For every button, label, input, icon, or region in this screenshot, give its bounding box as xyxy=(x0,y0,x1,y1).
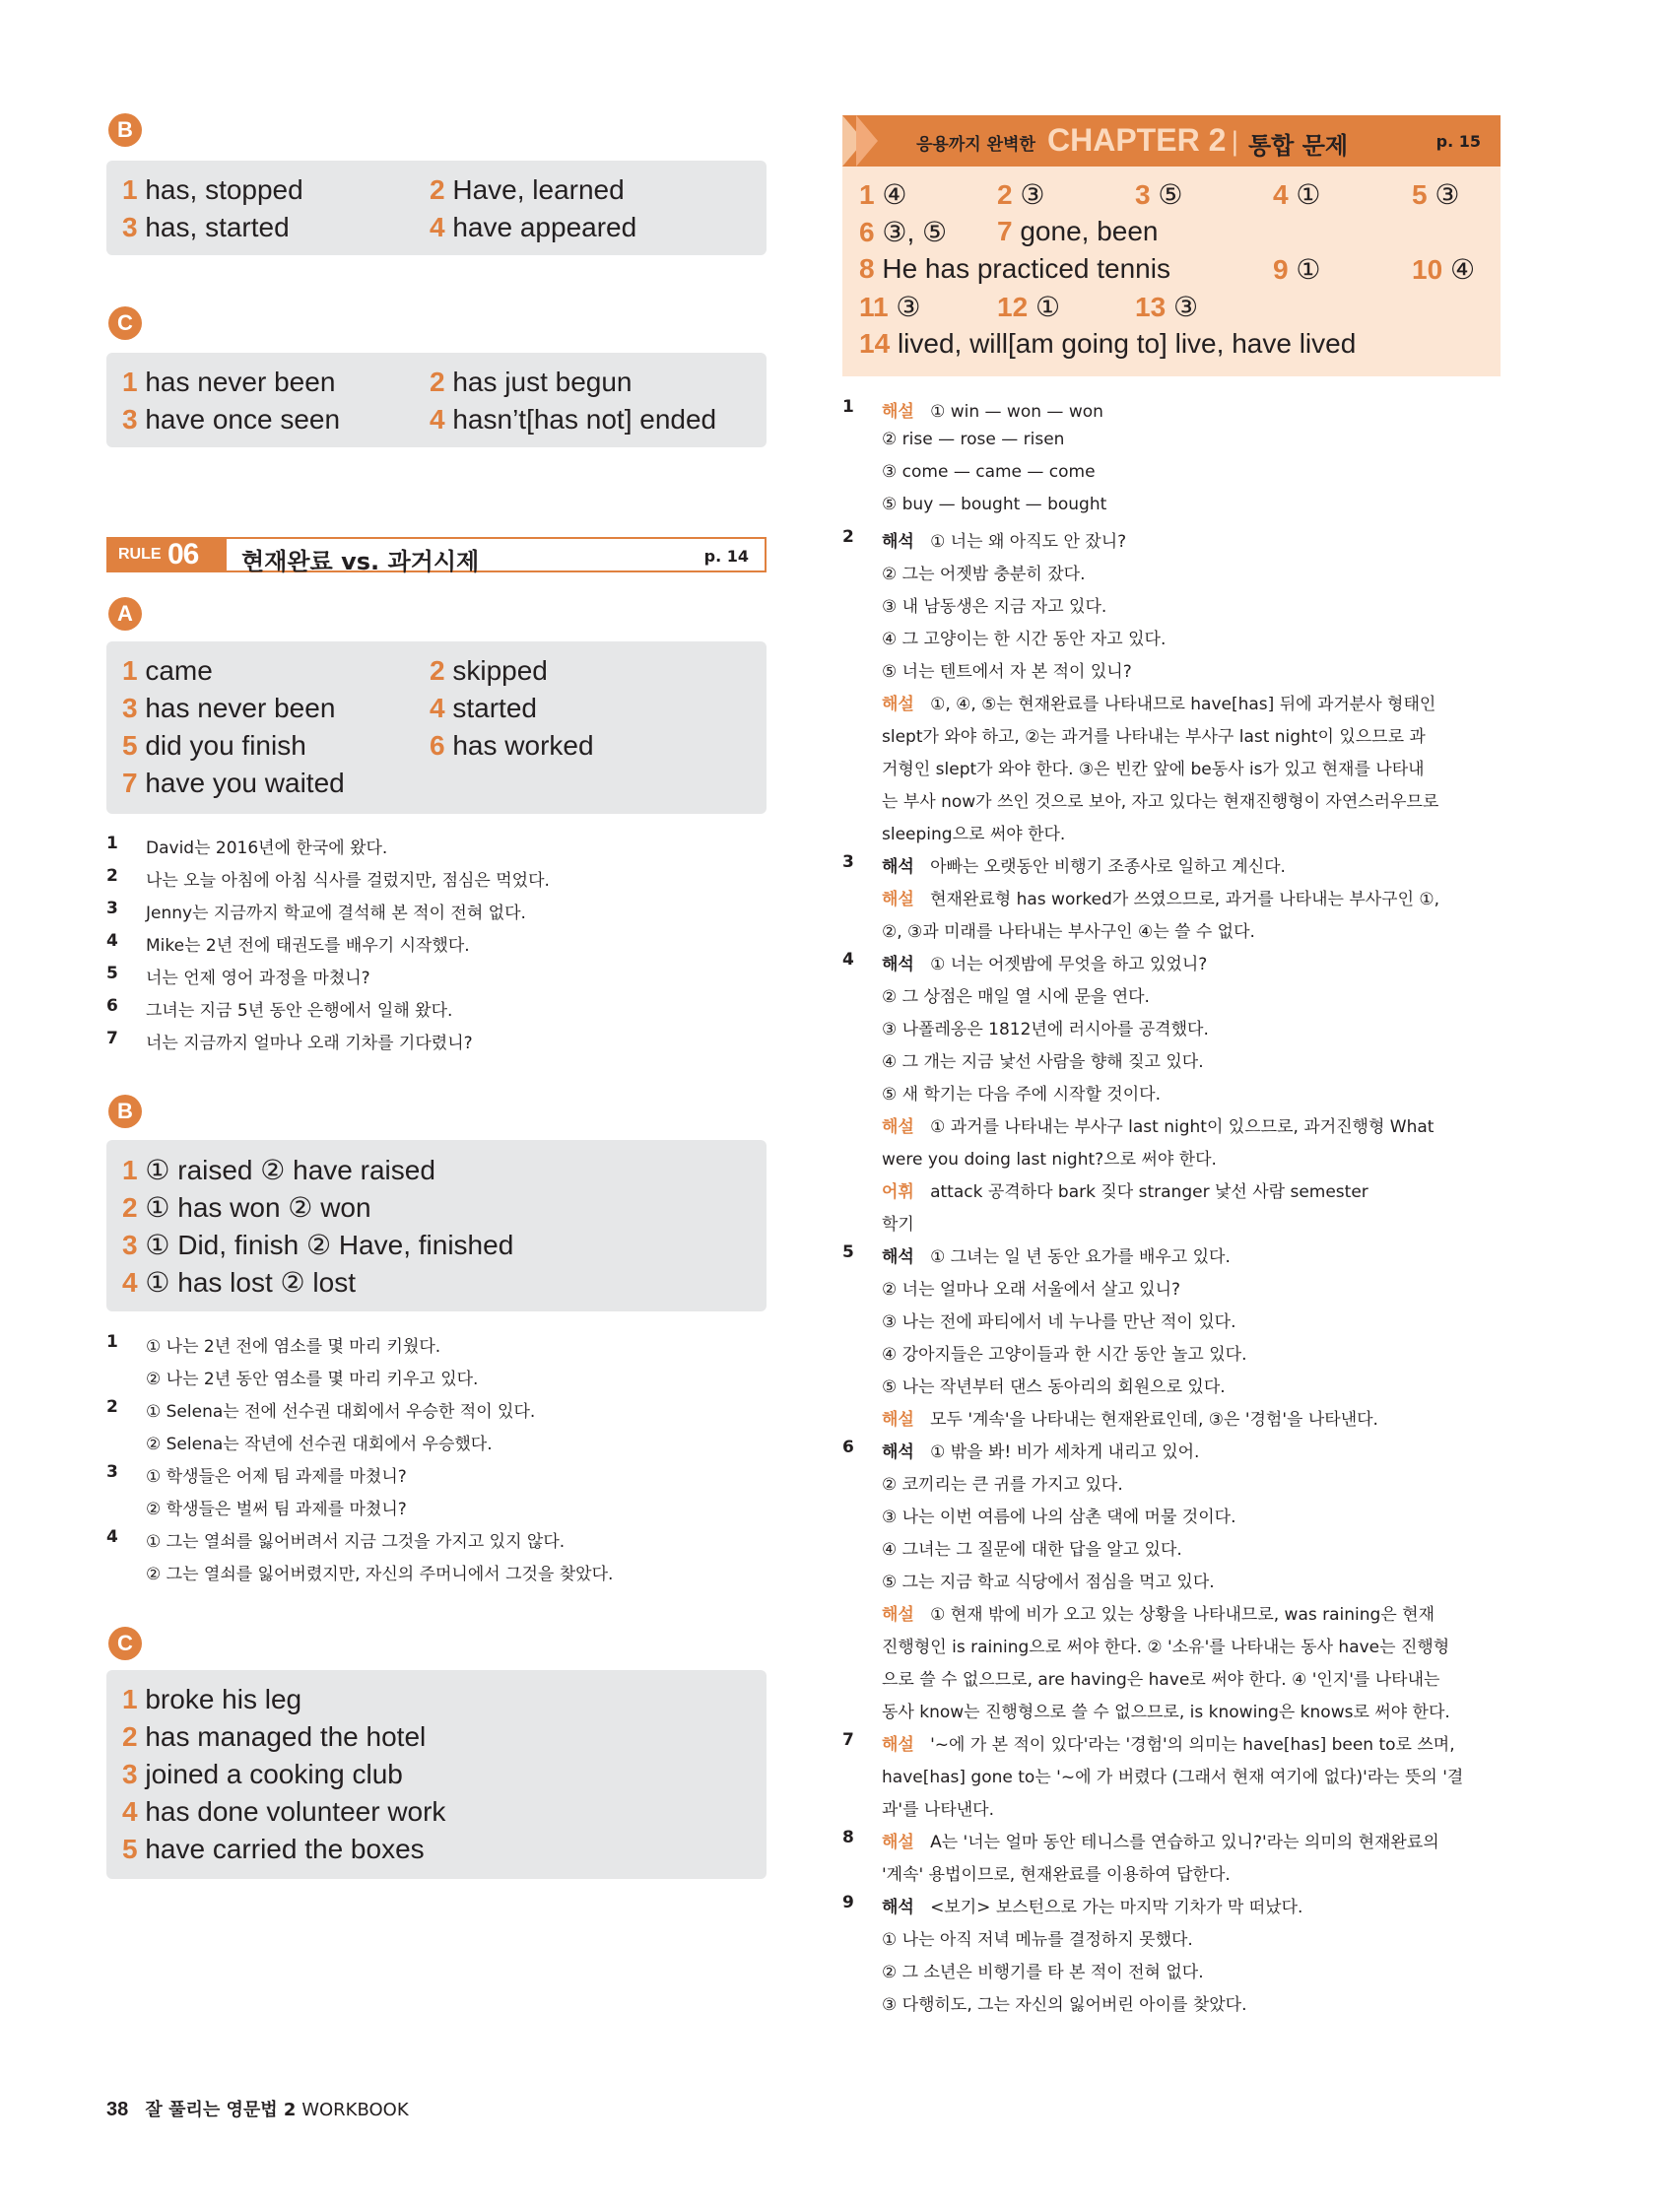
explanation-body xyxy=(882,1633,1449,1657)
explanation-body xyxy=(882,1698,1450,1722)
chapter-page: p. 15 xyxy=(1435,132,1481,151)
explanation-body xyxy=(882,1568,1215,1592)
explanation-body xyxy=(882,1080,1161,1105)
answer-item: 3 ① Did, finish ② Have, finished xyxy=(122,1230,514,1260)
question-number: 5 xyxy=(842,1242,854,1262)
answer-item: 3 have once seen xyxy=(122,404,341,435)
explanation-body xyxy=(882,1828,1439,1852)
chapter-kicker: 응용까지 완벽한 xyxy=(916,135,1035,155)
explanation-label: 해석 xyxy=(882,1247,914,1267)
chevron-icon xyxy=(856,115,878,167)
explanation-body xyxy=(882,1015,1209,1039)
explanation-body xyxy=(882,625,1166,649)
explanation-body xyxy=(882,982,1150,1007)
explanation-text: ③ 나폴레옹은 1812년에 러시아를 공격했다. xyxy=(882,1020,1209,1039)
explanation-text: ④ 그녀는 그 질문에 대한 답을 알고 있다. xyxy=(882,1540,1182,1560)
explanation-label: 해설 xyxy=(882,695,914,714)
explanation-body xyxy=(882,560,1085,584)
explanation-body xyxy=(882,1535,1182,1560)
explanation-text: A는 '너는 얼마 동안 테니스를 연습하고 있니?'라는 의미의 현재완료의 xyxy=(930,1833,1439,1852)
answer-item: 14 lived, will[am going to] live, have lived xyxy=(859,328,1357,359)
explanation-text: ③ come — came — come xyxy=(882,462,1096,482)
explanation-text: sleeping으로 써야 한다. xyxy=(882,825,1066,844)
section-b-answers xyxy=(106,161,767,255)
rule-page: p. 14 xyxy=(703,547,749,566)
answer-item: 1 ④ xyxy=(859,179,907,210)
explanation-text: ⑤ buy — bought — bought xyxy=(882,495,1107,514)
question-number: 8 xyxy=(842,1828,854,1847)
explanation-text: ② 그는 어젯밤 충분히 잤다. xyxy=(882,565,1086,584)
answer-item: 2 Have, learned xyxy=(430,174,625,205)
section-a-label: A xyxy=(108,597,142,631)
section-b2-answers xyxy=(106,1140,767,1311)
book-suffix: WORKBOOK xyxy=(301,2100,409,2120)
explanation-body xyxy=(882,397,1103,422)
explanation-text: ② 그 소년은 비행기를 타 본 적이 전혀 없다. xyxy=(882,1963,1204,1982)
explanation-body xyxy=(882,1340,1247,1365)
explanation-body xyxy=(882,1307,1235,1332)
explanation-text: were you doing last night?으로 써야 한다. xyxy=(882,1150,1217,1170)
explanation-label: 해설 xyxy=(882,1410,914,1430)
explanation-body xyxy=(882,1210,914,1235)
explanation-text: ③ 내 남동생은 지금 자고 있다. xyxy=(882,597,1107,617)
answer-item: 12 ① xyxy=(997,292,1061,322)
answer-item: 3 ⑤ xyxy=(1135,179,1183,210)
explanation-label: 해석 xyxy=(882,857,914,877)
section-c2-label: C xyxy=(108,1627,142,1660)
explanation-text: ① 밖을 봐! 비가 세차게 내리고 있어. xyxy=(930,1442,1200,1462)
explanation-text: 동사 know는 진행형으로 쓸 수 없으므로, is knowing은 knows로 써야 한다. xyxy=(882,1703,1450,1722)
question-number: 3 xyxy=(842,852,854,872)
explanation-body xyxy=(882,722,1426,747)
explanation-body xyxy=(882,1795,994,1820)
question-number: 7 xyxy=(842,1730,854,1750)
section-c-answers xyxy=(106,353,767,447)
explanation-body xyxy=(882,755,1425,779)
explanation-label: 해석 xyxy=(882,955,914,974)
answer-item: 5 have carried the boxes xyxy=(122,1834,425,1864)
answer-item: 7 gone, been xyxy=(997,216,1159,246)
answer-item: 6 has worked xyxy=(430,730,594,761)
explanation-text: 과'를 나타낸다. xyxy=(882,1800,995,1820)
explanation-body xyxy=(882,495,1106,514)
answer-item: 3 has never been xyxy=(122,693,336,723)
explanation-body xyxy=(882,1893,1302,1917)
explanation-text: ①, ④, ⑤는 현재완료를 나타내므로 have[has] 뒤에 과거분사 형태인 xyxy=(930,695,1436,714)
explanation-text: 진행형인 is raining으로 써야 한다. ② '소유'를 나타내는 동사 have는 진행형 xyxy=(882,1638,1450,1657)
answer-item: 5 ③ xyxy=(1412,179,1460,210)
answer-item: 8 He has practiced tennis xyxy=(859,253,1170,284)
page-number: 38 xyxy=(106,2099,129,2120)
explanation-text: ④ 그 고양이는 한 시간 동안 자고 있다. xyxy=(882,630,1167,649)
answer-item: 1 has never been xyxy=(122,367,336,397)
rule-word: RULE xyxy=(118,546,162,563)
answer-item: 13 ③ xyxy=(1135,292,1199,322)
explanation-text: ③ 나는 전에 파티에서 네 누나를 만난 적이 있다. xyxy=(882,1312,1236,1332)
question-number: 6 xyxy=(842,1438,854,1457)
explanation-body xyxy=(882,527,1126,552)
explanation-text: ⑤ 나는 작년부터 댄스 동아리의 회원으로 있다. xyxy=(882,1377,1226,1397)
answer-item: 5 did you finish xyxy=(122,730,306,761)
answer-item: 6 ③, ⑤ xyxy=(859,217,948,247)
explanation-body xyxy=(882,462,1096,482)
explanation-body xyxy=(882,1047,1204,1072)
answer-item: 11 ③ xyxy=(859,292,921,322)
question-number: 2 xyxy=(842,527,854,547)
answer-item: 4 started xyxy=(430,693,537,723)
question-number: 9 xyxy=(842,1893,854,1912)
explanation-body xyxy=(882,690,1435,714)
explanation-text: ② 코끼리는 큰 귀를 가지고 있다. xyxy=(882,1475,1123,1495)
explanation-text: 모두 '계속'을 나타내는 현재완료인데, ③은 '경험'을 나타낸다. xyxy=(930,1410,1378,1430)
explanation-text: ⑤ 너는 텐트에서 자 본 적이 있니? xyxy=(882,662,1132,682)
explanation-text: 는 부사 now가 쓰인 것으로 보아, 자고 있다는 현재진행형이 자연스러우므로 xyxy=(882,792,1439,812)
explanation-body xyxy=(882,1470,1123,1495)
section-c2-answers xyxy=(106,1670,767,1879)
answer-item: 2 has managed the hotel xyxy=(122,1721,427,1752)
explanation-text: ① 너는 왜 아직도 안 잤니? xyxy=(930,532,1127,552)
explanation-text: ⑤ 새 학기는 다음 주에 시작할 것이다. xyxy=(882,1085,1161,1105)
explanation-body xyxy=(882,1177,1368,1202)
explanation-body xyxy=(882,1373,1226,1397)
explanation-text: have[has] gone to는 '~에 가 버렸다 (그래서 현재 여기에 없다)'라는 뜻의 '결 xyxy=(882,1768,1464,1787)
explanation-body xyxy=(882,885,1439,909)
explanation-label: 해설 xyxy=(882,890,914,909)
explanation-text: ④ 그 개는 지금 낯선 사람을 향해 짖고 있다. xyxy=(882,1052,1204,1072)
answer-item: 4 ① xyxy=(1273,179,1321,210)
chapter-header xyxy=(842,115,1501,167)
explanation-text: ① 그녀는 일 년 동안 요가를 배우고 있다. xyxy=(930,1247,1231,1267)
answer-item: 4 have appeared xyxy=(430,212,637,242)
explanation-label: 해설 xyxy=(882,1735,914,1755)
explanation-text: 현재완료형 has worked가 쓰였으므로, 과거를 나타내는 부사구인 ①, xyxy=(930,890,1440,909)
explanation-body xyxy=(882,787,1438,812)
chapter-answers xyxy=(842,167,1501,376)
explanation-body xyxy=(882,1438,1199,1462)
explanation-text: ③ 다행히도, 그는 자신의 잃어버린 아이를 찾았다. xyxy=(882,1995,1247,2015)
answer-item: 3 has, started xyxy=(122,212,290,242)
page-footer xyxy=(106,2096,409,2121)
explanation-label: 해석 xyxy=(882,1442,914,1462)
explanation-body xyxy=(882,592,1106,617)
answer-item: 3 joined a cooking club xyxy=(122,1759,403,1789)
rule-tag xyxy=(108,539,227,570)
explanation-body xyxy=(882,657,1132,682)
explanation-body xyxy=(882,1600,1434,1625)
explanation-text: ② rise — rose — risen xyxy=(882,430,1065,449)
answer-item: 2 ① has won ② won xyxy=(122,1192,371,1223)
explanation-body xyxy=(882,950,1207,974)
explanation-text: 으로 쓸 수 없으므로, are having은 have로 써야 한다. ④ '인지'를 나타내는 xyxy=(882,1670,1440,1690)
explanation-text: ②, ③과 미래를 나타내는 부사구인 ④는 쓸 수 없다. xyxy=(882,922,1255,942)
answer-item: 4 has done volunteer work xyxy=(122,1796,446,1827)
explanation-body xyxy=(882,1242,1231,1267)
explanation-body xyxy=(882,917,1255,942)
explanation-label: 해설 xyxy=(882,402,914,422)
explanation-body xyxy=(882,1665,1439,1690)
rule-title: 현재완료 vs. 과거시제 xyxy=(241,548,480,575)
explanation-body xyxy=(882,1405,1378,1430)
explanation-label: 해설 xyxy=(882,1605,914,1625)
answer-item: 1 has, stopped xyxy=(122,174,303,205)
explanation-text: ① win — won — won xyxy=(930,402,1103,422)
explanation-text: ② 그 상점은 매일 열 시에 문을 연다. xyxy=(882,987,1150,1007)
answer-item: 9 ① xyxy=(1273,254,1321,285)
explanation-text: ① 현재 밖에 비가 오고 있는 상황을 나타내므로, was raining은 현재 xyxy=(930,1605,1434,1625)
section-b-label: B xyxy=(108,113,142,147)
explanation-body xyxy=(882,1958,1204,1982)
explanation-text: ④ 강아지들은 고양이들과 한 시간 동안 놀고 있다. xyxy=(882,1345,1247,1365)
answer-item: 7 have you waited xyxy=(122,768,345,798)
rule-number: 06 xyxy=(167,538,199,570)
section-b2-label: B xyxy=(108,1095,142,1128)
chapter-separator: | xyxy=(1231,127,1239,157)
explanation-text: 아빠는 오랫동안 비행기 조종사로 일하고 계신다. xyxy=(930,857,1286,877)
answer-item: 4 hasn’t[has not] ended xyxy=(430,404,717,435)
explanation-text: attack 공격하다 bark 짖다 stranger 낯선 사람 semester xyxy=(930,1182,1368,1202)
answer-item: 1 broke his leg xyxy=(122,1684,302,1714)
question-number: 4 xyxy=(842,950,854,970)
explanation-body xyxy=(882,1145,1217,1170)
explanation-body xyxy=(882,430,1064,449)
rule-header xyxy=(106,537,767,575)
explanation-body xyxy=(882,1275,1180,1300)
explanation-body xyxy=(882,1503,1235,1527)
explanation-body xyxy=(882,1990,1247,2015)
explanation-text: ② 너는 얼마나 오래 서울에서 살고 있니? xyxy=(882,1280,1181,1300)
answer-item: 2 skipped xyxy=(430,655,548,686)
chapter-title: CHAPTER 2 xyxy=(1047,122,1227,158)
explanation-body xyxy=(882,1112,1434,1137)
explanation-text: ③ 나는 이번 여름에 나의 삼촌 댁에 머물 것이다. xyxy=(882,1508,1236,1527)
explanation-body xyxy=(882,820,1065,844)
answer-item: 4 ① has lost ② lost xyxy=(122,1267,356,1298)
explanation-body xyxy=(882,1730,1455,1755)
answer-item: 2 has just begun xyxy=(430,367,633,397)
explanation-text: '계속' 용법이므로, 현재완료를 이용하여 답한다. xyxy=(882,1865,1231,1885)
explanation-label: 해석 xyxy=(882,1898,914,1917)
explanation-text: '~에 가 본 적이 있다'라는 '경험'의 의미는 have[has] been to로 쓰며, xyxy=(930,1735,1455,1755)
explanation-body xyxy=(882,1860,1231,1885)
explanation-text: ① 과거를 나타내는 부사구 last night이 있으므로, 과거진행형 What xyxy=(930,1117,1434,1137)
explanation-text: ① 나는 아직 저녁 메뉴를 결정하지 못했다. xyxy=(882,1930,1193,1950)
explanation-body xyxy=(882,1763,1463,1787)
book-title: 잘 풀리는 영문법 2 xyxy=(145,2100,297,2120)
chapter-subtitle: 통합 문제 xyxy=(1248,132,1349,160)
explanation-text: 학기 xyxy=(882,1215,914,1235)
explanation-text: 거형인 slept가 와야 한다. ③은 빈칸 앞에 be동사 is가 있고 현재를 나타내 xyxy=(882,760,1425,779)
question-number: 1 xyxy=(842,397,854,417)
answer-item: 1 came xyxy=(122,655,213,686)
explanation-body xyxy=(882,1925,1193,1950)
answer-item: 1 ① raised ② have raised xyxy=(122,1155,435,1185)
explanation-label: 해석 xyxy=(882,532,914,552)
section-a-answers xyxy=(106,641,767,814)
answer-item: 10 ④ xyxy=(1412,254,1476,285)
explanation-label: 해설 xyxy=(882,1117,914,1137)
explanation-text: ⑤ 그는 지금 학교 식당에서 점심을 먹고 있다. xyxy=(882,1573,1215,1592)
explanation-text: slept가 와야 하고, ②는 과거를 나타내는 부사구 last night이 있으므로 과 xyxy=(882,727,1426,747)
explanation-text: ① 너는 어젯밤에 무엇을 하고 있었니? xyxy=(930,955,1208,974)
explanation-label: 해설 xyxy=(882,1833,914,1852)
explanation-label: 어휘 xyxy=(882,1182,914,1202)
explanation-text: <보기> 보스턴으로 가는 마지막 기차가 막 떠났다. xyxy=(930,1898,1303,1917)
section-c-label: C xyxy=(108,306,142,340)
answer-item: 2 ③ xyxy=(997,179,1045,210)
explanation-body xyxy=(882,852,1286,877)
